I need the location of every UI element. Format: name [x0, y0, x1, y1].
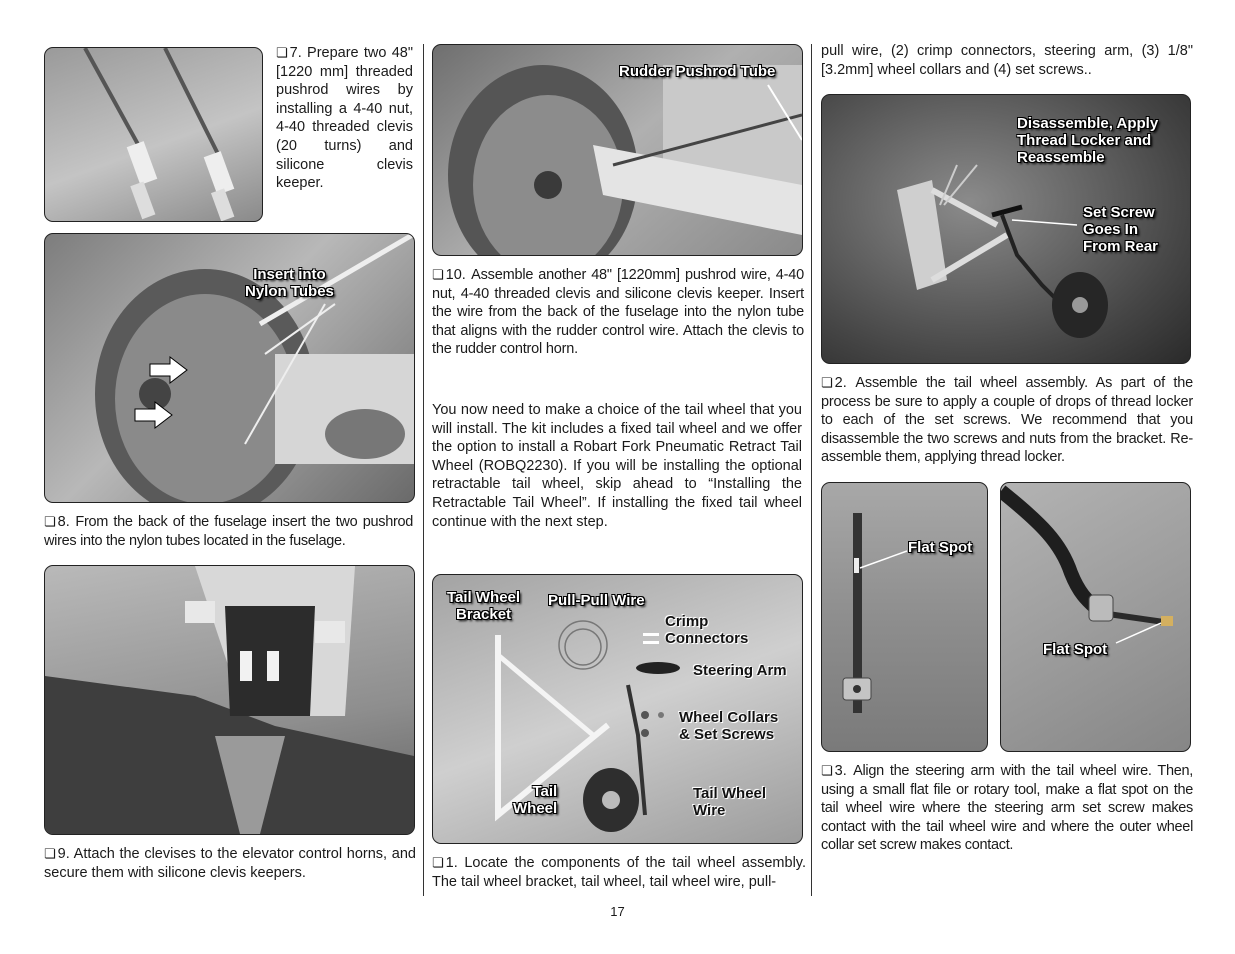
tail-wheel-choice-paragraph: You now need to make a choice of the tail wheel that you will install. The kit includes a fixed tail wheel and we offer the option to install a Robart Fork Pneumatic Retract Tail Wheel (ROBQ2230). If you will be installing the optional retractable tail wheel, skip ahead to “Installing the Retractable Tail Wheel”. If installing the fixed tail wheel continue with the next step. [432, 402, 802, 530]
photo-tail-wheel-assembly [821, 94, 1191, 364]
callout-crimp-connectors: Crimp Connectors [665, 613, 749, 647]
step-8-text: ❏ 8. From the back of the fuselage insert the two pushrod wires into the nylon tubes located in the fuselage. [44, 514, 414, 549]
step-9-checkbox[interactable]: ❏ [44, 846, 56, 861]
step-1-checkbox[interactable]: ❏ [432, 855, 444, 870]
callout-set-screw-from-rear: Set Screw Goes In From Rear [1083, 204, 1159, 255]
step-2-text: ❏ 2. Assemble the tail wheel assembly. As part of the process be sure to apply a couple of drops of thread locker to each of the set screws. We recommend that you disassemble the two screws and nuts from the bracket. Re-assemble them, applying thread locker. [821, 375, 1193, 466]
step-7-checkbox[interactable]: ❏ [276, 45, 288, 60]
callout-insert-into-nylon-tubes: Insert into Nylon Tubes [245, 266, 334, 300]
step-10-text: ❏ 10. Assemble another 48" [1220mm] pushrod wire, 4-40 nut, 4-40 threaded clevis and silicone clevis keeper. Insert the wire from the back of the fuselage into the nylon tube that aligns with the rudder control wire. Attach the clevis to the rudder control horn. [432, 267, 804, 358]
photo-flat-spot-collar [1000, 482, 1191, 752]
step-10-checkbox[interactable]: ❏ [432, 267, 444, 282]
step-7-text: ❏ 7. Prepare two 48" [1220 mm] threaded pushrod wires by installing a 4-40 nut, 4-40 threaded clevis (20 turns) and silicone clevis keeper. [276, 45, 414, 192]
photo-fuselage-nylon-tubes [44, 233, 415, 503]
callout-tail-wheel-bracket: Tail Wheel Bracket [447, 589, 521, 623]
callout-rudder-pushrod-tube: Rudder Pushrod Tube [619, 63, 776, 80]
callout-tail-wheel-wire: Tail Wheel Wire [693, 785, 767, 819]
step-1-continued-text: pull wire, (2) crimp connectors, steering arm, (3) 1/8" [3.2mm] wheel collars and (4) set screws.. [821, 43, 1193, 78]
page-number: 17 [610, 904, 625, 919]
step-3-checkbox[interactable]: ❏ [821, 763, 833, 778]
callout-steering-arm: Steering Arm [693, 662, 787, 679]
callout-flat-spot-1: Flat Spot [908, 539, 973, 556]
step-9-text: ❏ 9. Attach the clevises to the elevator control horns, and secure them with silicone clevis keepers. [44, 846, 416, 881]
callout-wheel-collars-set-screws: Wheel Collars & Set Screws [679, 709, 779, 743]
callout-pull-pull-wire: Pull-Pull Wire [548, 592, 645, 609]
callout-flat-spot-2: Flat Spot [1043, 641, 1108, 658]
column-divider-right [811, 44, 812, 896]
photo-rudder-pushrod-tube [432, 44, 803, 256]
step-1-text: ❏ 1. Locate the components of the tail wheel assembly. The tail wheel bracket, tail wheel, tail wheel wire, pull- [432, 855, 806, 890]
step-8-checkbox[interactable]: ❏ [44, 514, 56, 529]
column-divider-left [423, 44, 424, 896]
photo-elevator-horns [44, 565, 415, 835]
photo-pushrod-clevises [44, 47, 263, 222]
photo-tail-wheel-components [432, 574, 803, 844]
step-2-checkbox[interactable]: ❏ [821, 375, 833, 390]
callout-tail-wheel: Tail Wheel [513, 783, 558, 817]
callout-disassemble-thread-locker: Disassemble, Apply Thread Locker and Reassemble [1017, 115, 1159, 166]
photo-flat-spot-wire [821, 482, 988, 752]
step-3-text: ❏ 3. Align the steering arm with the tail wheel wire. Then, using a small flat file or rotary tool, make a flat spot on the tail wheel wire where the steering arm set screw makes contact with the tail wheel wire and where the outer wheel collar set screw makes contact. [821, 763, 1193, 854]
